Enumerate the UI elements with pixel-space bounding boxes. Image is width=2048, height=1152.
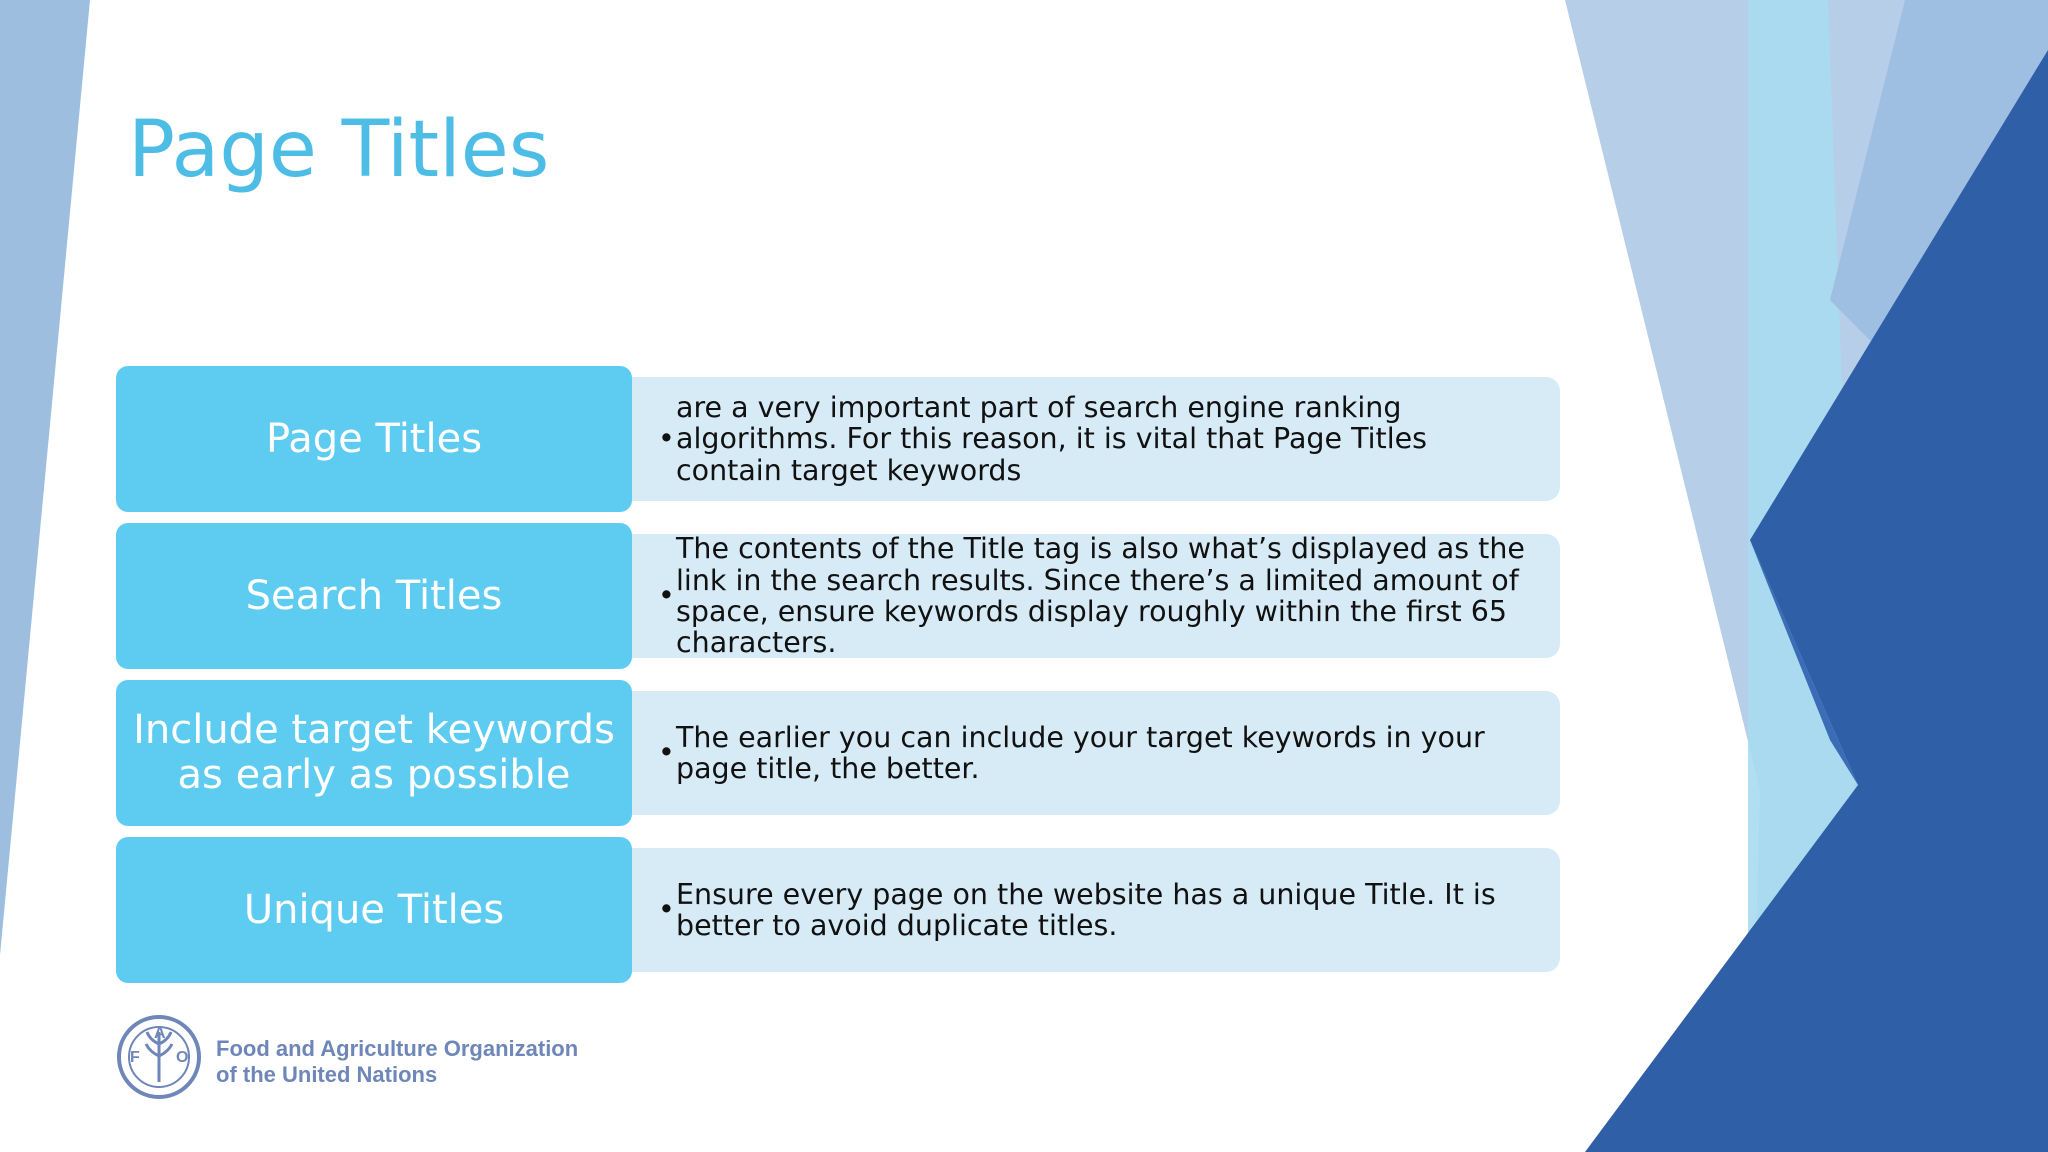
bullet: • [658, 579, 675, 613]
left-edge-stripe [0, 0, 90, 955]
row-description-text: are a very important part of search engine ranking algorithms. For this reason, it is vital that Page Titles contain target keywords [676, 390, 1428, 487]
row-label: Page Titles [116, 366, 632, 512]
row-description [632, 691, 1560, 815]
bullet: • [658, 422, 675, 456]
emblem-letter-o: O [176, 1049, 189, 1066]
row-label: Include target keywords as early as possible [116, 680, 632, 826]
bullet: • [658, 893, 675, 927]
row-label: Search Titles [116, 523, 632, 669]
list-item-search-titles [116, 523, 1560, 669]
logo-line-2: of the United Nations [216, 1062, 438, 1088]
bullet: • [658, 736, 675, 770]
fao-emblem-icon [116, 1014, 202, 1100]
list-item-unique-titles [116, 837, 1560, 983]
row-description [632, 848, 1560, 972]
emblem-letter-a: A [154, 1025, 166, 1042]
list-item-include-keywords [116, 680, 1560, 826]
row-description-text: Ensure every page on the website has a unique Title. It is better to avoid duplicate titles. [676, 877, 1496, 942]
row-label: Unique Titles [116, 837, 632, 983]
logo-text [216, 1036, 578, 1089]
fao-logo [116, 1012, 586, 1102]
slide-title: Page Titles [128, 105, 550, 195]
row-description-text: The contents of the Title tag is also what’s displayed as the link in the search results. Since there’s a limited amount of space, ensure keywords display roughly within the first 65 characters. [676, 532, 1525, 660]
logo-line-1: Food and Agriculture Organization [216, 1036, 579, 1061]
list-item-page-titles [116, 366, 1560, 512]
row-description-text: The earlier you can include your target keywords in your page title, the better. [676, 720, 1485, 785]
emblem-letter-f: F [130, 1049, 140, 1066]
row-description [632, 534, 1560, 658]
row-description [632, 377, 1560, 501]
